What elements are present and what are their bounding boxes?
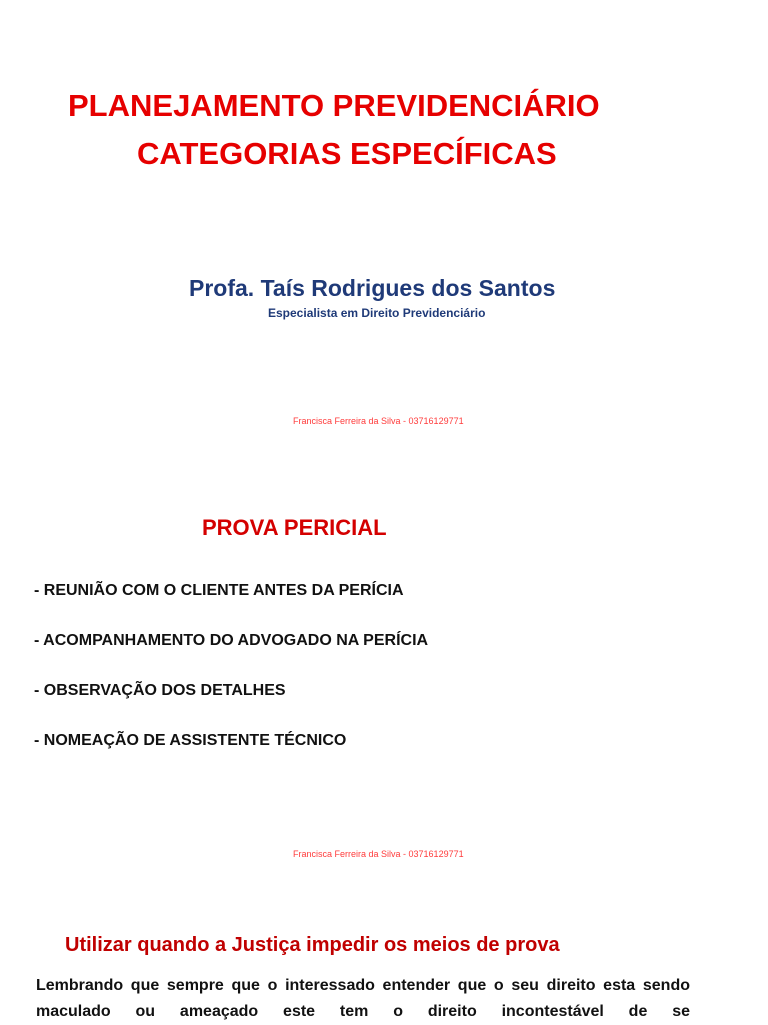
bullet-item: - ACOMPANHAMENTO DO ADVOGADO NA PERÍCIA (34, 632, 429, 649)
slide-title-line-2: CATEGORIAS ESPECÍFICAS (137, 136, 557, 171)
bullet-item: - REUNIÃO COM O CLIENTE ANTES DA PERÍCIA (34, 582, 404, 599)
bullet-list (34, 580, 428, 780)
watermark-text: Francisca Ferreira da Silva - 03716129771 (293, 849, 464, 859)
slide-title-line-1: PLANEJAMENTO PREVIDENCIÁRIO (68, 88, 600, 123)
body-paragraph: Lembrando que sempre que o interessado entender que o seu direito esta sendo maculado ou ameaçado este tem o direito incontestável de se (36, 977, 690, 1020)
slide-3 (0, 880, 768, 1024)
watermark-text: Francisca Ferreira da Silva - 03716129771 (293, 416, 464, 426)
bullet-item: - OBSERVAÇÃO DOS DETALHES (34, 682, 286, 699)
author-name: Profa. Taís Rodrigues dos Santos (189, 275, 556, 301)
section-title: Utilizar quando a Justiça impedir os meios de prova (65, 934, 560, 956)
bullet-item: - NOMEAÇÃO DE ASSISTENTE TÉCNICO (34, 732, 347, 749)
author-subtitle: Especialista em Direito Previdenciário (268, 306, 486, 320)
slide-1 (0, 0, 768, 460)
slide-2 (0, 460, 768, 880)
section-title: PROVA PERICIAL (202, 515, 387, 540)
